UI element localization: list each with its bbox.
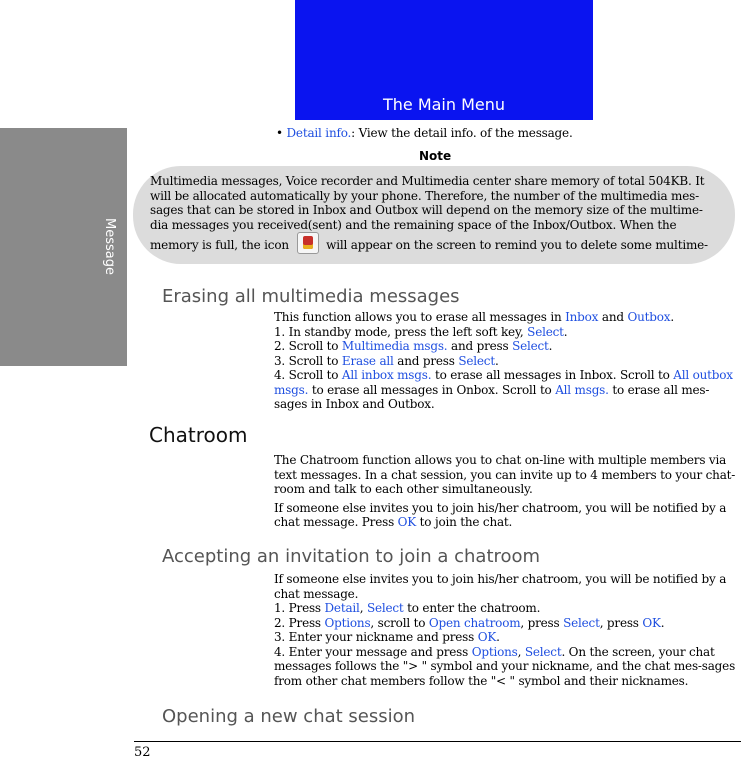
page-number: 52 [134, 745, 151, 760]
erase-body [274, 310, 739, 412]
footer-rule [134, 741, 741, 742]
note-label: Note [419, 149, 452, 163]
accept-step-4: 4. Enter your message and press Options, Select. On the screen, your chat messages follows the "> " symbol and your nickname, and the chat mes-sages from other chat members follow the "< " symbol and their nicknames. [274, 644, 736, 688]
erase-step-4: 4. Scroll to All inbox msgs. to erase all messages in Inbox. Scroll to All outbox msgs. to erase all messages in Onbox. Scroll to All msgs. to erase all mes-sages in Inbox and Outbox. [274, 368, 733, 411]
detail-info-term: Detail info. [286, 126, 352, 140]
erase-step-3: 3. Scroll to Erase all and press Select. [274, 353, 499, 368]
erase-step-2: 2. Scroll to Multimedia msgs. and press Select. [274, 339, 553, 353]
accept-step-3: 3. Enter your nickname and press OK. [274, 630, 500, 644]
accept-body [274, 572, 739, 688]
section-side-tab-label: Message [102, 218, 117, 275]
erase-heading: Erasing all multimedia messages [162, 286, 460, 307]
accept-step-2: 2. Press Options, scroll to Open chatroom, press Select, press OK. [274, 615, 665, 630]
note-text [150, 174, 720, 254]
detail-info-desc: : View the detail info. of the message. [351, 126, 573, 140]
note-text-after-icon: will appear on the screen to remind you to delete some multime- [326, 238, 708, 252]
main-menu-title: The Main Menu [382, 95, 506, 114]
new-session-heading: Opening a new chat session [162, 706, 416, 727]
main-menu-screenshot [295, 0, 593, 120]
chatroom-para-2: If someone else invites you to join his/her chatroom, you will be notified by a chat message. Press OK to join the chat. [274, 500, 727, 529]
chatroom-para-1: The Chatroom function allows you to chat on-line with multiple members via text messages. In a chat session, you can invite up to 4 members to your chat-room and talk to each other simultaneously. [274, 453, 736, 496]
chatroom-heading: Chatroom [149, 423, 248, 447]
bullet-marker: • [276, 126, 283, 140]
accept-intro: If someone else invites you to join his/her chatroom, you will be notified by a chat message. [274, 572, 727, 601]
note-text-before-icon: Multimedia messages, Voice recorder and Multimedia center share memory of total 504KB. It will be allocated automatically by your phone. Therefore, the number of the multimedia mes-sages that can be stored in Inbox and Outbox will depend on the memory size of the multime-dia messages you received(sent) and the remaining space of the Inbox/Outbox. When the memory is full, the icon [150, 174, 705, 252]
accept-heading: Accepting an invitation to join a chatroom [162, 546, 541, 567]
erase-intro: This function allows you to erase all messages in Inbox and Outbox. [274, 310, 674, 324]
erase-step-1: 1. In standby mode, press the left soft key, Select. [274, 324, 568, 339]
detail-info-bullet [276, 126, 573, 141]
memory-full-icon [297, 232, 319, 254]
accept-step-1: 1. Press Detail, Select to enter the chatroom. [274, 601, 541, 615]
chatroom-body [274, 453, 739, 530]
